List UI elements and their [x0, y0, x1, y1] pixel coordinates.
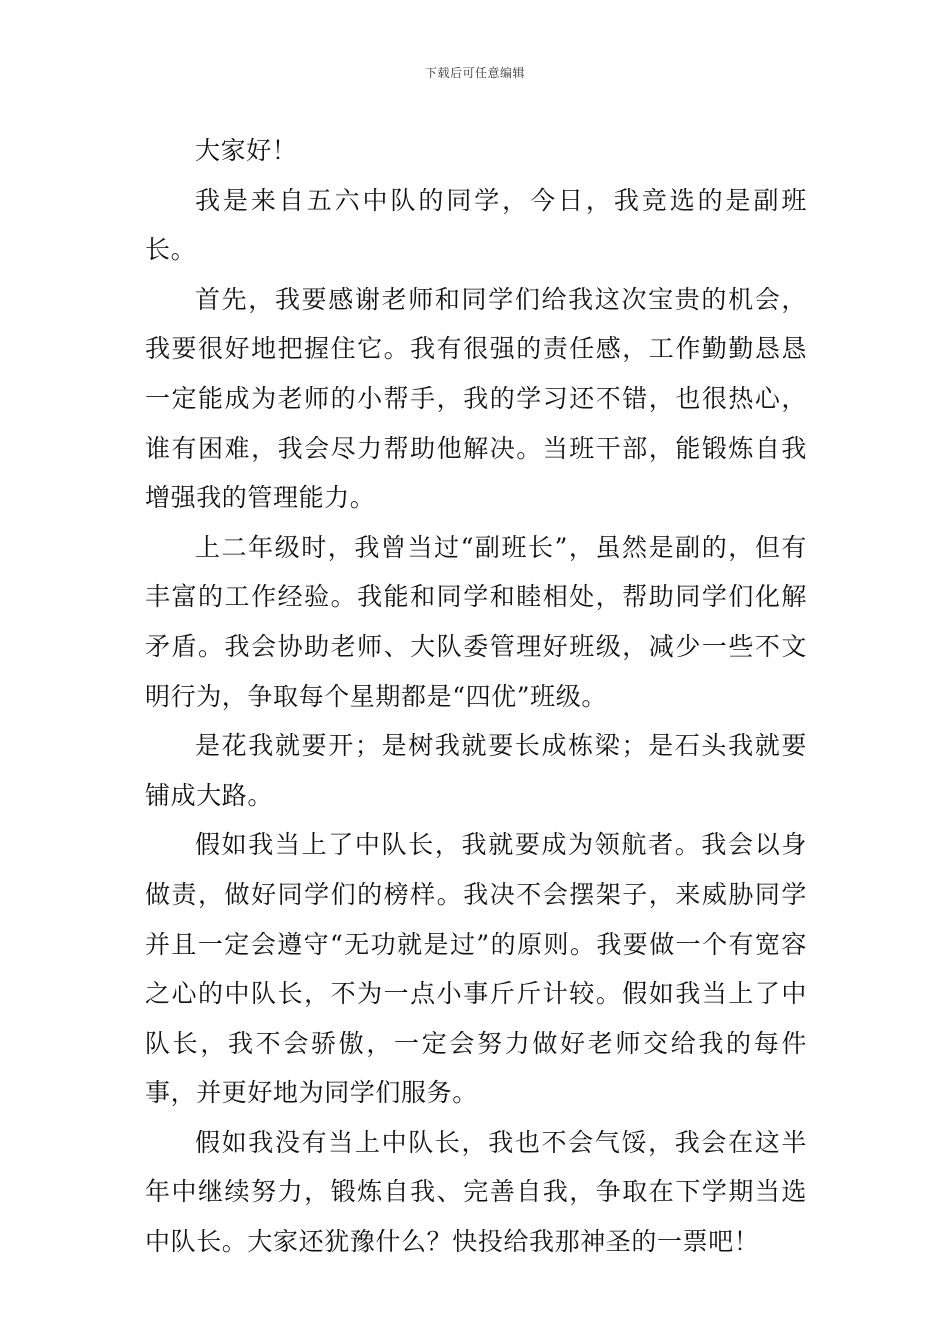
page-header-note: 下载后可任意编辑 — [424, 66, 525, 80]
paragraph-if-not-elected: 假如我没有当上中队长，我也不会气馁，我会在这半年中继续努力，锻炼自我、完善自我，争取在下学期当选中队长。大家还犹豫什么？快投给我那神圣的一票吧！ — [145, 1127, 807, 1257]
paragraph-experience: 上二年级时，我曾当过“副班长”，虽然是副的，但有丰富的工作经验。我能和同学和睦相处，帮助同学们化解矛盾。我会协助老师、大队委管理好班级，减少一些不文明行为，争取每个星期都是“四优”班级。 — [145, 532, 807, 711]
paragraph-if-elected: 假如我当上了中队长，我就要成为领航者。我会以身做责，做好同学们的榜样。我决不会摆架子，来威胁同学并且一定会遵守“无功就是过”的原则。我要做一个有宽容之心的中队长，不为一点小事斤斤计较。假如我当上了中队长，我不会骄傲，一定会努力做好老师交给我的每件事，并更好地为同学们服务。 — [145, 830, 807, 1108]
paragraph-introduction: 我是来自五六中队的同学，今日，我竞选的是副班长。 — [145, 185, 807, 265]
paragraph-motto: 是花我就要开；是树我就要长成栋梁；是石头我就要铺成大路。 — [145, 731, 807, 810]
paragraph-greeting: 大家好！ — [195, 136, 298, 165]
document-body — [145, 126, 807, 1267]
paragraph-qualifications: 首先，我要感谢老师和同学们给我这次宝贵的机会，我要很好地把握住它。我有很强的责任感，工作勤勤恳恳一定能成为老师的小帮手，我的学习还不错，也很热心，谁有困难，我会尽力帮助他解决。当班干部，能锻炼自我增强我的管理能力。 — [145, 284, 807, 513]
